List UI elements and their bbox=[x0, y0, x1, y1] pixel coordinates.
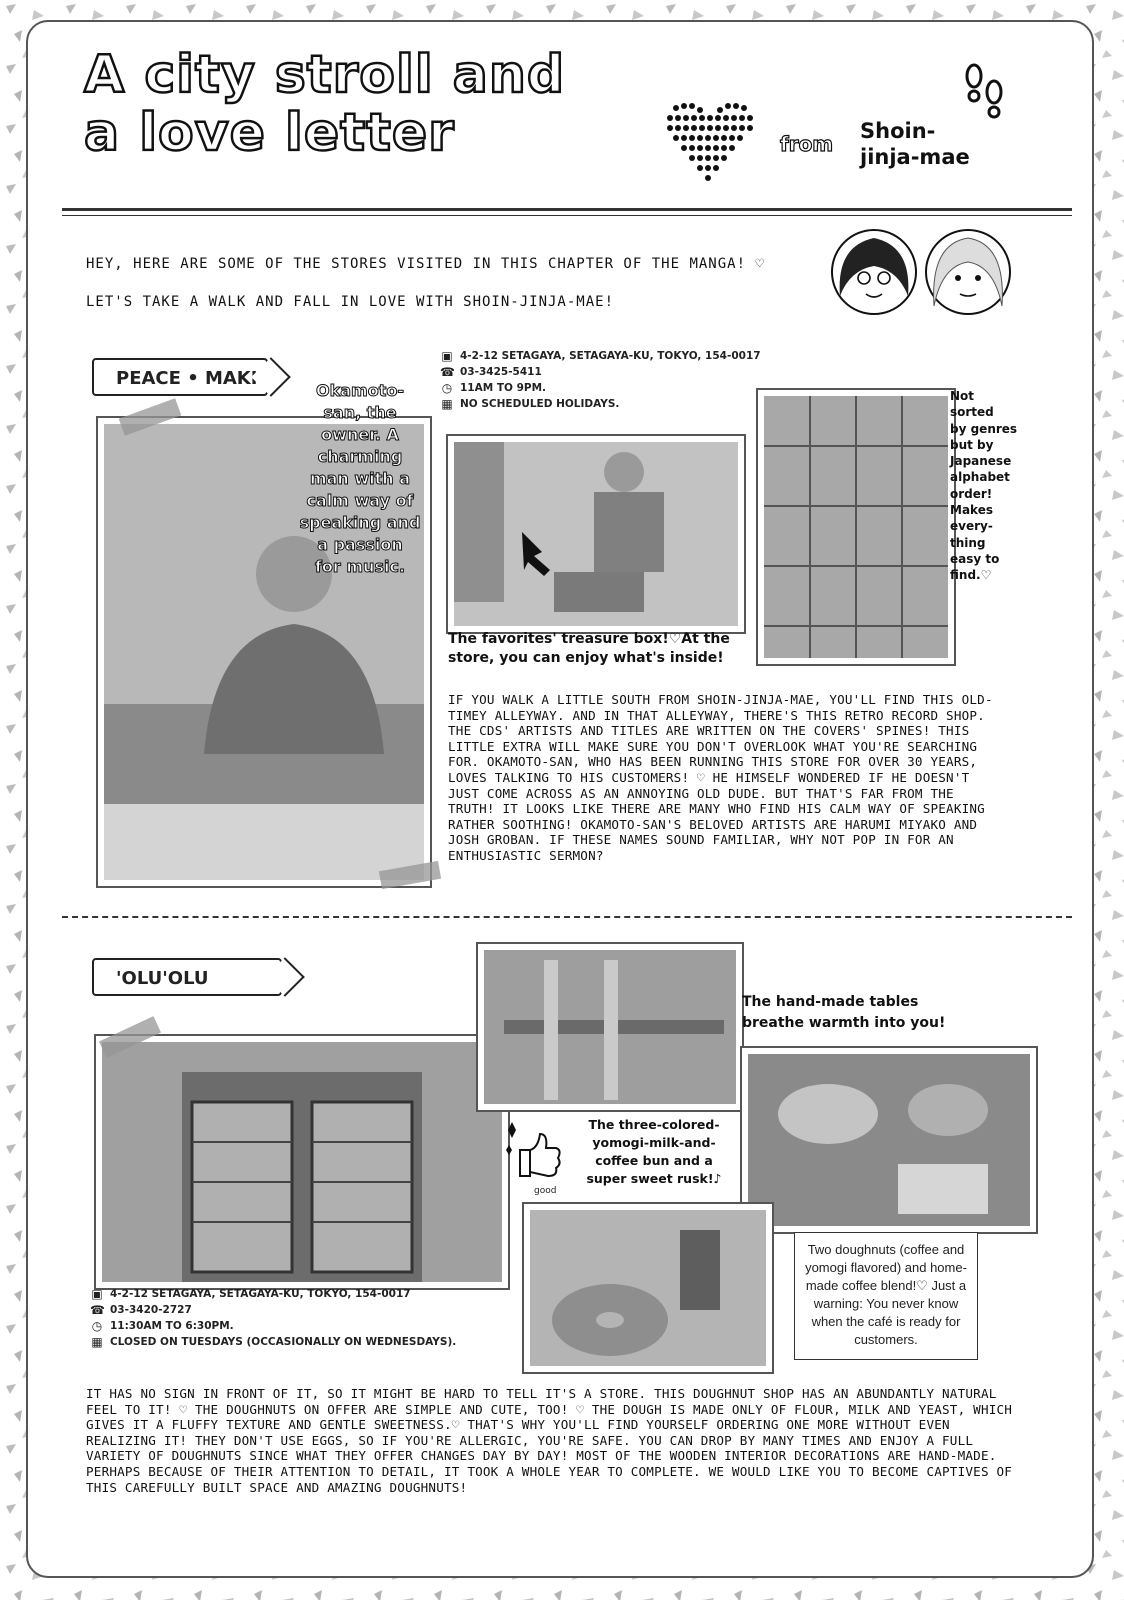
cd-box-caption: The favorites' treasure box!♡At the store, you can enjoy what's inside! bbox=[448, 631, 730, 666]
footprints-icon bbox=[960, 56, 1010, 126]
owner-caption-line: a passion bbox=[317, 535, 403, 554]
storefront-photo bbox=[96, 1036, 508, 1288]
owner-caption-line: charming bbox=[317, 447, 403, 466]
storefront-scene bbox=[102, 1042, 502, 1282]
owner-caption-line: speaking and bbox=[299, 513, 421, 532]
calendar-icon: ▦ bbox=[441, 397, 453, 411]
tables-photo bbox=[478, 944, 742, 1110]
phone-icon: ☎ bbox=[90, 1303, 105, 1317]
owner-caption-line: Okamoto- bbox=[316, 381, 404, 400]
cd-box-scene bbox=[454, 442, 738, 626]
bun-rusk-scene bbox=[748, 1054, 1030, 1226]
owner-caption-bubble bbox=[296, 380, 424, 578]
shop-icon: ▣ bbox=[441, 349, 453, 363]
intro-line-1: HEY, HERE ARE SOME OF THE STORES VISITED IN THIS CHAPTER OF THE MANGA! ♡ bbox=[86, 256, 765, 272]
bun-caption: The three-colored-yomogi-milk-and-coffee bun and a super sweet rusk!♪ bbox=[586, 1117, 722, 1186]
shelf-note-line: every- bbox=[950, 519, 993, 534]
good-label: good bbox=[534, 1186, 557, 1196]
store2-info bbox=[90, 1286, 456, 1350]
shelf-note-line: by genres bbox=[950, 421, 1018, 436]
bun-rusk-photo bbox=[742, 1048, 1036, 1232]
owner-caption-line: san, the bbox=[323, 403, 397, 422]
shop-icon: ▣ bbox=[91, 1287, 103, 1301]
cd-shelf-scene bbox=[764, 396, 948, 658]
shelf-note-line: sorted bbox=[950, 405, 994, 420]
section-divider bbox=[62, 916, 1072, 918]
shelf-note-line: but by bbox=[950, 437, 994, 452]
phone-icon: ☎ bbox=[440, 365, 455, 379]
shelf-note bbox=[950, 388, 1030, 584]
shelf-note-line: Makes bbox=[950, 503, 993, 518]
dotted-heart-icon bbox=[662, 96, 758, 186]
shelf-note-line: Japanese bbox=[950, 454, 1012, 469]
clock-icon: ◷ bbox=[441, 381, 453, 395]
owner-caption-line: man with a bbox=[309, 469, 411, 488]
shelf-note-line: easy to bbox=[950, 551, 1000, 566]
store1-article: IF YOU WALK A LITTLE SOUTH FROM SHOIN-JINJA-MAE, YOU'LL FIND THIS OLD-TIMEY ALLEYWAY. AND IN THAT ALLEYWAY, THERE'S THIS RETRO RECORD SHOP. THE CDS' ARTISTS AND TITLES ARE WRITTEN ON THE COVERS' SPINES! THIS LITTLE EXTRA WILL MAKE SURE YOU DON'T OVERLOOK WHAT YOU'RE SEARCHING FOR. OKAMOTO-SAN, WHO HAS BEEN RUNNING THIS STORE FOR OVER 30 YEARS, LOVES TALKING TO HIS CUSTOMERS! ♡ HE HIMSELF WONDERED IF HE DOESN'T JUST COME ACROSS AS AN ANNOYING OLD DUDE. BUT THAT'S FAR FROM THE TRUTH! IT LOOKS LIKE THERE ARE MANY WHO FIND HIS CALM WAY OF SPEAKING RATHER SOOTHING! OKAMOTO-SAN'S BELOVED ARTISTS ARE HARUMI MIYAKO AND JOSH GROBAN. IF THESE NAMES SOUND FAMILIAR, WHY NOT POP IN FOR AN ENTHUSIASTIC SERMON? bbox=[448, 692, 993, 863]
shelf-note-line: alphabet bbox=[950, 470, 1010, 485]
store2-hours: 11:30AM TO 6:30PM. bbox=[110, 1320, 234, 1332]
doughnut-scene bbox=[530, 1210, 766, 1366]
owner-caption-line: for music. bbox=[314, 557, 406, 576]
author-portraits-illustration bbox=[826, 226, 1026, 318]
calendar-icon: ▦ bbox=[91, 1335, 103, 1349]
store1-hours: 11AM TO 9PM. bbox=[460, 382, 547, 394]
station-line-1: Shoin- bbox=[860, 119, 936, 143]
intro-line-2: LET'S TAKE A WALK AND FALL IN LOVE WITH SHOIN-JINJA-MAE! bbox=[86, 294, 615, 310]
thumbs-up-icon bbox=[504, 1120, 564, 1190]
store1-sign: PEACE • MAKI bbox=[92, 358, 268, 396]
owner-caption-line: owner. A bbox=[321, 425, 399, 444]
cd-shelf-photo bbox=[758, 390, 954, 664]
store2-phone: 03-3420-2727 bbox=[110, 1304, 192, 1316]
title-line-2: a love letter bbox=[84, 103, 455, 163]
shelf-note-line: Not bbox=[950, 389, 975, 403]
header-divider-thin bbox=[62, 215, 1072, 216]
store2-article: IT HAS NO SIGN IN FRONT OF IT, SO IT MIGHT BE HARD TO TELL IT'S A STORE. THIS DOUGHNUT SHOP HAS AN ABUNDANTLY NATURAL FEEL TO IT! ♡ THE DOUGHNUTS ON OFFER ARE SIMPLE AND CUTE, TOO! ♡ THE DOUGH IS MADE ONLY OF FLOUR, MILK AND YEAST, WHICH GIVES IT A FLUFFY TEXTURE AND GENTLE SWEETNESS.♡ THAT'S WHY YOU'LL FIND YOURSELF ORDERING ONE MORE WITHOUT EVEN REALIZING IT! THEY DON'T USE EGGS, SO IF YOU'RE ALLERGIC, YOU'RE SAFE. YOU CAN DROP BY MANY TIMES AND ENJOY A FULL VARIETY OF DOUGHNUTS SINCE WHAT THEY OFFER CHANGES DAY BY DAY! MOST OF THE WOODEN INTERIOR DECORATIONS ARE HAND-MADE. PERHAPS BECAUSE OF THEIR ATTENTION TO DETAIL, IT TOOK A WHOLE YEAR TO COMPLETE. WE WOULD LIKE YOU TO BECOME CAPTIVES OF THIS CAREFULLY BUILT SPACE AND AMAZING DOUGHNUTS! bbox=[86, 1386, 1013, 1495]
owner-caption-line: calm way of bbox=[306, 491, 414, 510]
store1-phone: 03-3425-5411 bbox=[460, 366, 542, 378]
station-line-2: jinja-mae bbox=[860, 145, 970, 169]
store1-holidays: NO SCHEDULED HOLIDAYS. bbox=[460, 398, 620, 410]
shelf-note-line: thing bbox=[950, 535, 986, 550]
from-label: from bbox=[780, 132, 834, 156]
tables-caption: The hand-made tables breathe warmth into you! bbox=[742, 994, 946, 1031]
doughnut-photo bbox=[524, 1204, 772, 1372]
title-line-1: A city stroll and bbox=[84, 45, 566, 105]
shelf-note-line: order! bbox=[950, 486, 993, 501]
doughnut-note: Two doughnuts (coffee and yomogi flavored) and home-made coffee blend!♡ Just a warning: You never know when the café is ready for customers. bbox=[794, 1232, 978, 1360]
clock-icon: ◷ bbox=[91, 1319, 103, 1333]
tables-scene bbox=[484, 950, 736, 1104]
station-name bbox=[860, 118, 970, 170]
header-divider bbox=[62, 208, 1072, 211]
store2-sign: 'OLU'OLU bbox=[92, 958, 282, 996]
store1-info bbox=[440, 348, 761, 412]
store2-address: 4-2-12 SETAGAYA, SETAGAYA-KU, TOKYO, 154-0017 bbox=[110, 1288, 411, 1300]
store1-address: 4-2-12 SETAGAYA, SETAGAYA-KU, TOKYO, 154-0017 bbox=[460, 350, 761, 362]
page-title bbox=[84, 46, 644, 162]
shelf-note-line: find.♡ bbox=[950, 568, 992, 583]
store2-holidays: CLOSED ON TUESDAYS (OCCASIONALLY ON WEDNESDAYS). bbox=[110, 1336, 457, 1348]
cd-box-photo bbox=[448, 436, 744, 632]
